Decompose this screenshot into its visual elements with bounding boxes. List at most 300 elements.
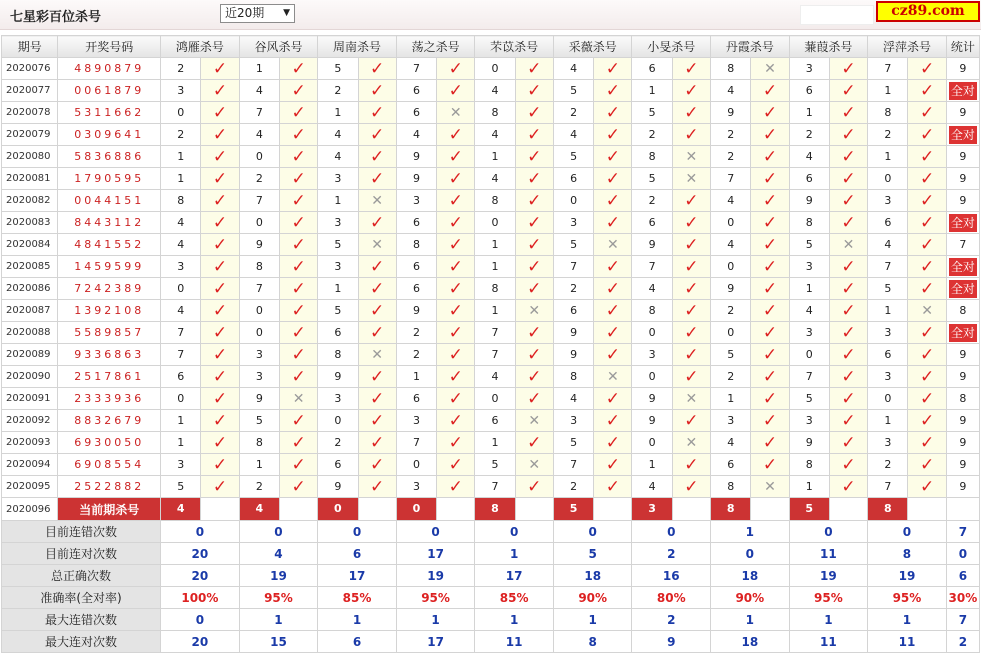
result-mark	[672, 410, 710, 432]
kill-number: 1	[789, 476, 829, 498]
result-mark	[515, 476, 553, 498]
summary-value: 6	[318, 631, 397, 653]
result-mark	[672, 256, 710, 278]
kill-number: 4	[789, 146, 829, 168]
check-icon: ✓	[212, 212, 228, 233]
issue-number: 2020090	[2, 366, 58, 388]
check-icon: ✓	[684, 366, 699, 387]
site-logo[interactable]: cz89.com	[876, 1, 980, 22]
row-stat	[946, 256, 979, 278]
result-mark	[751, 124, 789, 146]
result-mark	[908, 190, 946, 212]
cross-icon: ✕	[685, 390, 698, 407]
check-icon: ✓	[605, 146, 620, 167]
summary-stat: 30%	[946, 587, 979, 609]
current-kill-cell	[789, 498, 829, 521]
result-mark	[672, 102, 710, 124]
check-icon: ✓	[527, 212, 542, 233]
check-icon: ✓	[762, 388, 778, 409]
kill-number: 6	[396, 102, 436, 124]
result-mark	[594, 476, 632, 498]
result-mark	[279, 432, 317, 454]
kill-number: 8	[318, 344, 358, 366]
summary-value: 4	[239, 543, 318, 565]
kill-number: 9	[632, 388, 672, 410]
kill-number: 9	[789, 432, 829, 454]
kill-number: 8	[161, 190, 201, 212]
result-mark	[594, 146, 632, 168]
kill-number: 3	[868, 366, 908, 388]
check-icon: ✓	[212, 102, 228, 123]
issue-number: 2020092	[2, 410, 58, 432]
kill-number: 3	[789, 58, 829, 80]
issue-number: 2020089	[2, 344, 58, 366]
summary-label: 最大连对次数	[2, 631, 161, 653]
check-icon: ✓	[291, 80, 306, 101]
result-mark	[594, 256, 632, 278]
kill-number: 1	[475, 234, 515, 256]
summary-value: 0	[318, 521, 397, 543]
summary-value: 1	[475, 609, 554, 631]
summary-value: 95%	[239, 587, 318, 609]
kill-number: 3	[318, 168, 358, 190]
check-icon: ✓	[841, 432, 856, 453]
check-icon: ✓	[684, 454, 699, 475]
search-box[interactable]	[800, 5, 874, 25]
check-icon: ✓	[841, 278, 856, 299]
result-mark	[672, 58, 710, 80]
check-icon: ✓	[448, 190, 463, 211]
empty-cell	[672, 498, 710, 521]
current-kill-number: 4	[161, 498, 200, 520]
summary-value: 11	[868, 631, 947, 653]
check-icon: ✓	[919, 388, 935, 409]
check-icon: ✓	[841, 256, 856, 277]
summary-value: 95%	[868, 587, 947, 609]
check-icon: ✓	[684, 300, 699, 321]
result-mark	[829, 168, 867, 190]
kill-number: 2	[553, 102, 593, 124]
kill-number: 7	[161, 344, 201, 366]
result-mark	[437, 190, 475, 212]
cross-icon: ✕	[371, 236, 384, 253]
summary-value: 0	[161, 609, 240, 631]
kill-number: 3	[789, 410, 829, 432]
period-select-value: 近20期	[225, 6, 265, 20]
result-mark	[672, 454, 710, 476]
result-mark	[751, 146, 789, 168]
result-mark	[594, 124, 632, 146]
kill-number: 2	[868, 124, 908, 146]
column-header: 周南杀号	[318, 36, 397, 58]
kill-number: 8	[239, 256, 279, 278]
check-icon: ✓	[370, 256, 385, 277]
current-kill-number: 8	[711, 498, 750, 520]
result-mark	[437, 300, 475, 322]
check-icon: ✓	[291, 410, 306, 431]
table-row	[2, 212, 980, 234]
result-mark	[672, 300, 710, 322]
kill-number: 1	[868, 146, 908, 168]
result-mark	[594, 344, 632, 366]
result-mark	[437, 234, 475, 256]
result-mark	[201, 80, 239, 102]
check-icon: ✓	[527, 432, 542, 453]
check-icon: ✓	[841, 476, 856, 497]
result-mark	[908, 256, 946, 278]
kill-number: 6	[396, 80, 436, 102]
row-stat: 7	[946, 234, 979, 256]
summary-value: 1	[239, 609, 318, 631]
kill-number: 2	[632, 124, 672, 146]
check-icon: ✓	[527, 388, 542, 409]
check-icon: ✓	[370, 80, 385, 101]
result-mark	[908, 344, 946, 366]
summary-value: 0	[161, 521, 240, 543]
issue-number: 2020094	[2, 454, 58, 476]
current-kill-label: 当前期杀号	[58, 498, 161, 521]
check-icon: ✓	[212, 190, 228, 211]
result-mark	[751, 102, 789, 124]
result-mark	[201, 190, 239, 212]
kill-number: 8	[868, 102, 908, 124]
current-kill-cell	[868, 498, 908, 521]
result-mark	[437, 410, 475, 432]
current-period-row	[2, 498, 980, 521]
kill-number: 9	[711, 278, 751, 300]
kill-number: 5	[789, 388, 829, 410]
cross-icon: ✕	[528, 456, 541, 473]
kill-number: 1	[475, 256, 515, 278]
kill-number: 5	[789, 234, 829, 256]
kill-number: 1	[161, 146, 201, 168]
result-mark	[751, 344, 789, 366]
kill-number: 7	[711, 168, 751, 190]
issue-number: 2020077	[2, 80, 58, 102]
check-icon: ✓	[527, 102, 542, 123]
kill-number: 7	[632, 256, 672, 278]
check-icon: ✓	[762, 190, 778, 211]
all-correct-badge: 全对	[950, 259, 975, 274]
check-icon: ✓	[762, 300, 778, 321]
check-icon: ✓	[212, 476, 228, 497]
check-icon: ✓	[684, 102, 699, 123]
draw-number: 5836886	[58, 146, 161, 168]
check-icon: ✓	[527, 168, 542, 189]
kill-number: 8	[711, 476, 751, 498]
result-mark	[358, 80, 396, 102]
result-mark	[279, 278, 317, 300]
column-header: 蒹葭杀号	[789, 36, 868, 58]
check-icon: ✓	[291, 322, 306, 343]
draw-number: 8443112	[58, 212, 161, 234]
check-icon: ✓	[684, 80, 699, 101]
kill-number: 4	[161, 212, 201, 234]
result-mark	[672, 366, 710, 388]
check-icon: ✓	[370, 146, 385, 167]
cross-icon: ✕	[764, 478, 776, 495]
kill-number: 4	[711, 80, 751, 102]
check-icon: ✓	[762, 168, 778, 189]
kill-number: 4	[868, 234, 908, 256]
kill-number: 8	[789, 454, 829, 476]
kill-number: 0	[553, 190, 593, 212]
kill-number: 6	[396, 212, 436, 234]
row-stat: 9	[946, 410, 979, 432]
result-mark	[829, 124, 867, 146]
result-mark	[594, 366, 632, 388]
kill-number: 3	[161, 454, 201, 476]
result-mark	[908, 102, 946, 124]
kill-number: 0	[239, 146, 279, 168]
table-row	[2, 476, 980, 498]
result-mark	[358, 410, 396, 432]
result-mark	[437, 278, 475, 300]
result-mark	[358, 146, 396, 168]
check-icon: ✓	[527, 366, 542, 387]
check-icon: ✓	[684, 234, 699, 255]
check-icon: ✓	[212, 410, 228, 431]
check-icon: ✓	[762, 256, 778, 277]
summary-label: 最大连错次数	[2, 609, 161, 631]
check-icon: ✓	[762, 124, 778, 145]
current-kill-number: 5	[790, 498, 829, 520]
check-icon: ✓	[212, 58, 228, 79]
kill-number: 5	[553, 432, 593, 454]
check-icon: ✓	[841, 410, 856, 431]
result-mark	[594, 102, 632, 124]
cross-icon: ✕	[842, 236, 855, 253]
page-title: 七星彩百位杀号	[10, 10, 102, 25]
result-mark	[437, 80, 475, 102]
kill-number: 0	[868, 168, 908, 190]
empty-cell	[201, 498, 239, 521]
result-mark	[908, 234, 946, 256]
summary-stat: 2	[946, 631, 979, 653]
check-icon: ✓	[370, 322, 385, 343]
result-mark	[908, 168, 946, 190]
cross-icon: ✕	[685, 434, 698, 451]
check-icon: ✓	[841, 102, 856, 123]
kill-number: 3	[632, 344, 672, 366]
kill-number: 6	[789, 80, 829, 102]
check-icon: ✓	[448, 300, 463, 321]
check-icon: ✓	[919, 344, 935, 365]
result-mark	[515, 344, 553, 366]
kill-number: 8	[475, 102, 515, 124]
table-row	[2, 102, 980, 124]
result-mark	[594, 322, 632, 344]
check-icon: ✓	[448, 388, 463, 409]
result-mark	[829, 234, 867, 256]
check-icon: ✓	[762, 102, 778, 123]
kill-number: 8	[789, 212, 829, 234]
summary-value: 19	[239, 565, 318, 587]
check-icon: ✓	[684, 190, 699, 211]
table-body	[2, 58, 980, 653]
draw-number: 4841552	[58, 234, 161, 256]
result-mark	[672, 124, 710, 146]
empty-cell	[594, 498, 632, 521]
kill-number: 4	[632, 476, 672, 498]
draw-number: 5589857	[58, 322, 161, 344]
check-icon: ✓	[684, 212, 699, 233]
kill-number: 1	[318, 190, 358, 212]
summary-value: 8	[553, 631, 632, 653]
kill-number: 0	[239, 212, 279, 234]
result-mark	[279, 102, 317, 124]
check-icon: ✓	[448, 410, 463, 431]
check-icon: ✓	[841, 322, 856, 343]
result-mark	[751, 212, 789, 234]
result-mark	[908, 410, 946, 432]
cross-icon: ✕	[449, 104, 462, 121]
check-icon: ✓	[370, 102, 385, 123]
current-kill-number: 4	[240, 498, 279, 520]
check-icon: ✓	[448, 146, 463, 167]
summary-value: 100%	[161, 587, 240, 609]
row-stat: 9	[946, 146, 979, 168]
kill-number: 6	[396, 278, 436, 300]
table-row	[2, 432, 980, 454]
result-mark	[515, 190, 553, 212]
row-stat: 8	[946, 388, 979, 410]
check-icon: ✓	[919, 410, 935, 431]
check-icon: ✓	[684, 410, 699, 431]
row-stat: 9	[946, 102, 979, 124]
check-icon: ✓	[684, 124, 699, 145]
period-select[interactable]	[220, 4, 295, 23]
check-icon: ✓	[370, 278, 385, 299]
kill-number: 5	[553, 234, 593, 256]
result-mark	[358, 432, 396, 454]
result-mark	[358, 102, 396, 124]
result-mark	[908, 476, 946, 498]
check-icon: ✓	[370, 124, 385, 145]
result-mark	[358, 454, 396, 476]
kill-number: 1	[239, 58, 279, 80]
check-icon: ✓	[291, 344, 306, 365]
check-icon: ✓	[370, 476, 385, 497]
all-correct-badge: 全对	[950, 281, 975, 296]
header-row	[2, 36, 980, 58]
result-mark	[515, 58, 553, 80]
kill-number: 2	[239, 168, 279, 190]
check-icon: ✓	[762, 410, 778, 431]
result-mark	[751, 168, 789, 190]
result-mark	[437, 344, 475, 366]
kill-number: 9	[711, 102, 751, 124]
result-mark	[437, 388, 475, 410]
table-row	[2, 278, 980, 300]
check-icon: ✓	[762, 366, 778, 387]
result-mark	[279, 322, 317, 344]
check-icon: ✓	[605, 432, 620, 453]
chevron-down-icon: ▼	[283, 8, 290, 18]
kill-number: 4	[711, 432, 751, 454]
kill-number: 2	[553, 278, 593, 300]
kill-number: 0	[161, 102, 201, 124]
result-mark	[751, 432, 789, 454]
summary-value: 85%	[318, 587, 397, 609]
result-mark	[594, 432, 632, 454]
kill-number: 6	[632, 212, 672, 234]
summary-label: 目前连对次数	[2, 543, 161, 565]
check-icon: ✓	[212, 344, 228, 365]
summary-value: 1	[475, 543, 554, 565]
kill-number: 5	[632, 102, 672, 124]
table-row	[2, 256, 980, 278]
check-icon: ✓	[291, 256, 306, 277]
kill-number: 0	[711, 256, 751, 278]
kill-number: 7	[475, 476, 515, 498]
cross-icon: ✕	[606, 236, 619, 253]
kill-number: 9	[318, 476, 358, 498]
current-kill-cell	[161, 498, 201, 521]
result-mark	[279, 234, 317, 256]
summary-value: 17	[396, 543, 475, 565]
kill-number: 1	[632, 454, 672, 476]
draw-number: 2333936	[58, 388, 161, 410]
kill-number: 5	[318, 300, 358, 322]
kill-number: 6	[161, 366, 201, 388]
result-mark	[515, 234, 553, 256]
kill-number: 6	[868, 344, 908, 366]
cross-icon: ✕	[371, 192, 384, 209]
result-mark	[829, 58, 867, 80]
result-mark	[437, 146, 475, 168]
issue-number: 2020084	[2, 234, 58, 256]
summary-value: 0	[239, 521, 318, 543]
draw-number: 8832679	[58, 410, 161, 432]
kill-number: 2	[789, 124, 829, 146]
result-mark	[751, 278, 789, 300]
check-icon: ✓	[212, 322, 228, 343]
kill-number: 2	[711, 124, 751, 146]
kill-number: 2	[711, 300, 751, 322]
check-icon: ✓	[762, 234, 778, 255]
check-icon: ✓	[370, 212, 385, 233]
check-icon: ✓	[605, 80, 620, 101]
result-mark	[829, 190, 867, 212]
kill-number: 3	[239, 366, 279, 388]
summary-row	[2, 631, 980, 653]
result-mark	[279, 344, 317, 366]
cross-icon: ✕	[685, 148, 698, 165]
kill-number: 1	[161, 432, 201, 454]
draw-number: 0309641	[58, 124, 161, 146]
check-icon: ✓	[684, 344, 699, 365]
kill-number: 3	[553, 410, 593, 432]
check-icon: ✓	[919, 80, 935, 101]
summary-value: 17	[318, 565, 397, 587]
result-mark	[829, 388, 867, 410]
summary-stat: 7	[946, 521, 979, 543]
check-icon: ✓	[448, 212, 463, 233]
table-row	[2, 344, 980, 366]
summary-value: 18	[711, 631, 790, 653]
kill-number: 7	[553, 454, 593, 476]
summary-value: 11	[789, 543, 868, 565]
check-icon: ✓	[605, 454, 620, 475]
result-mark	[201, 58, 239, 80]
check-icon: ✓	[841, 454, 856, 475]
table-row	[2, 322, 980, 344]
cross-icon: ✕	[685, 170, 698, 187]
kill-number: 2	[396, 344, 436, 366]
summary-value: 0	[396, 521, 475, 543]
result-mark	[201, 256, 239, 278]
